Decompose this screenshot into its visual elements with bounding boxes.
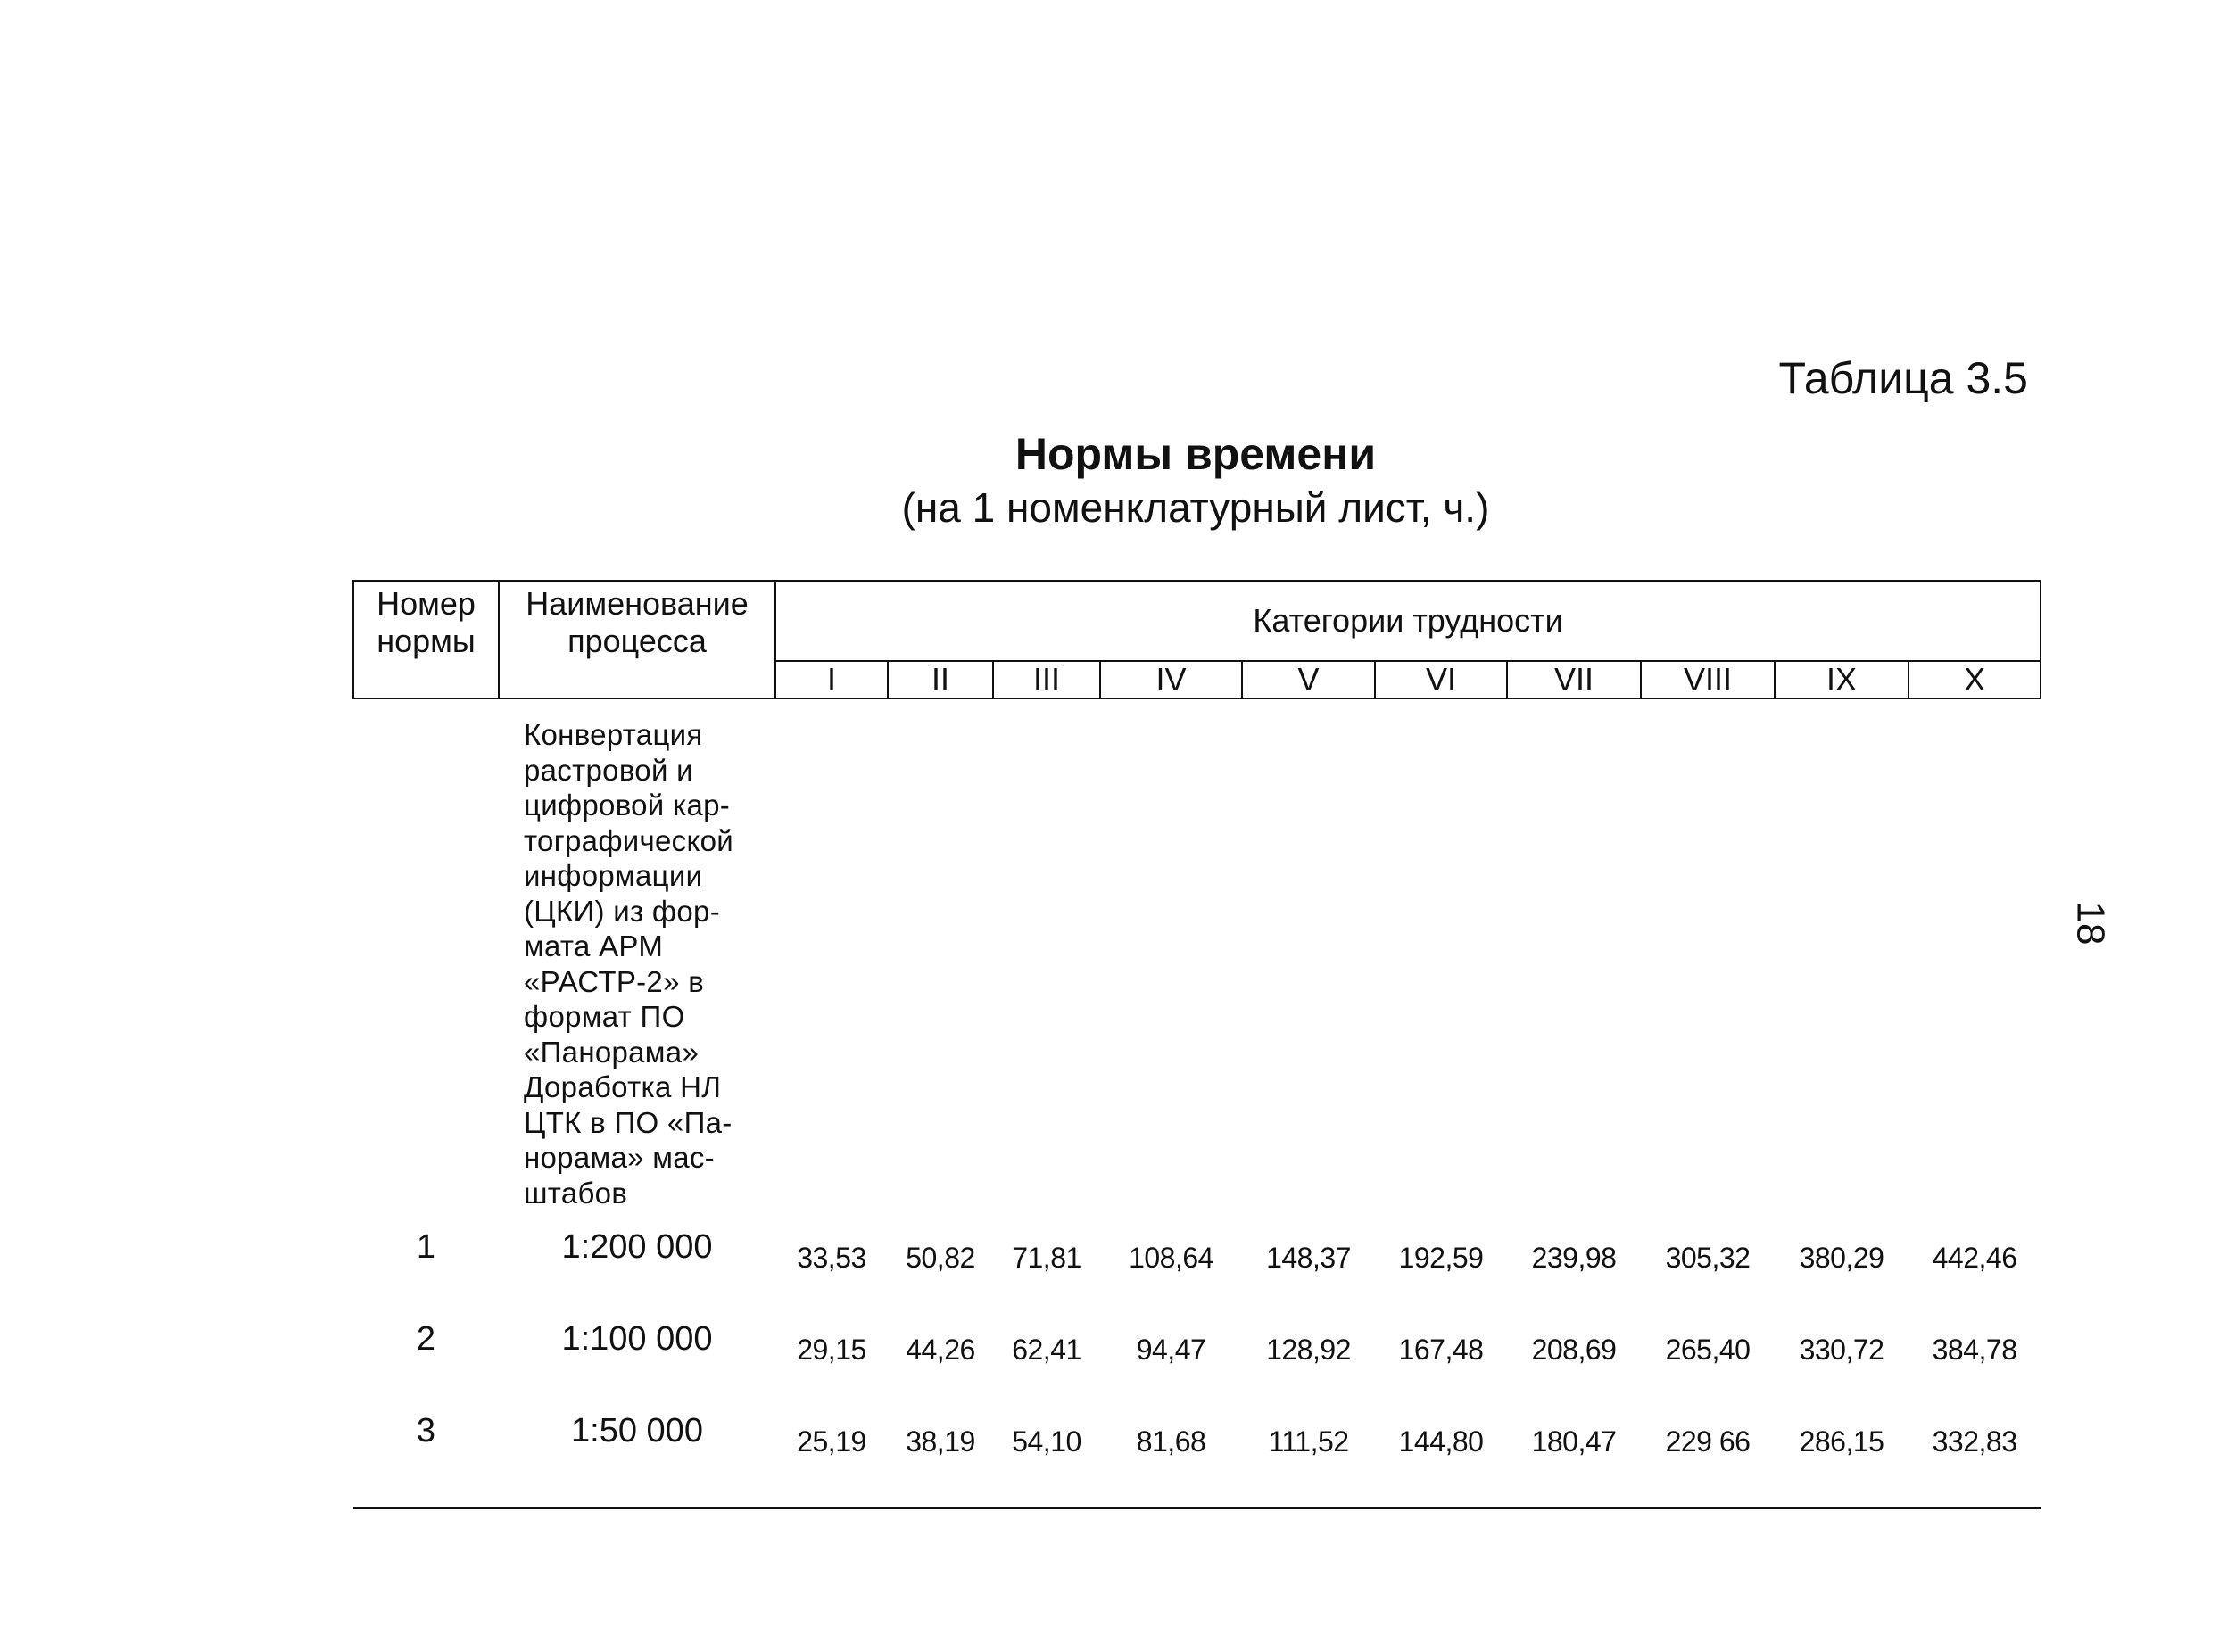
norm-value: 62,41 (1012, 1334, 1081, 1366)
header-category: III (993, 661, 1100, 698)
norm-value: 286,15 (1775, 1403, 1909, 1508)
header-process-name: Наименование процесса (499, 581, 775, 698)
norm-value: 192,59 (1398, 1242, 1484, 1274)
norm-number: 1 (416, 1228, 436, 1266)
norm-value: 71,81 (1012, 1242, 1081, 1274)
norm-value: 239,98 (1531, 1242, 1617, 1274)
header-category: VII (1507, 661, 1641, 698)
norm-value: 108,64 (1129, 1242, 1213, 1274)
norm-value: 81,68 (1100, 1403, 1242, 1508)
header-category: IX (1775, 661, 1909, 698)
page-number: 18 (2068, 901, 2113, 946)
norm-value: 208,69 (1531, 1334, 1617, 1366)
header-category: IV (1100, 661, 1242, 698)
norm-value: 144,80 (1375, 1403, 1507, 1508)
table-row (353, 1219, 2041, 1311)
norm-value: 384,78 (1932, 1334, 2017, 1366)
empty-cell (775, 698, 2041, 1219)
header-category: X (1909, 661, 2041, 698)
header-category: I (775, 661, 888, 698)
norm-value: 111,52 (1242, 1403, 1375, 1508)
norm-value: 330,72 (1799, 1334, 1884, 1366)
norm-value: 167,48 (1398, 1334, 1484, 1366)
norm-value: 305,32 (1665, 1242, 1751, 1274)
header-norm-number: Номер нормы (353, 581, 499, 698)
process-description: Конвертация растровой и цифровой кар-тографической информации (ЦКИ) из фор-мата АРМ «РАСТР-2» в формат ПО «Панорама» Доработка НЛ ЦТК в ПО «Па-норама» мас-штабов (524, 718, 733, 1210)
norm-value: 265,40 (1665, 1334, 1751, 1366)
norm-value: 148,37 (1266, 1242, 1351, 1274)
description-row (353, 698, 2041, 1219)
header-category: VI (1375, 661, 1507, 698)
norm-value: 442,46 (1932, 1242, 2017, 1274)
norm-value: 25,19 (775, 1403, 888, 1508)
scale-value: 1:50 000 (499, 1403, 775, 1508)
norm-value: 380,29 (1799, 1242, 1884, 1274)
table-label: Таблица 3.5 (1778, 353, 2028, 403)
norm-value: 54,10 (993, 1403, 1100, 1508)
norm-number: 2 (416, 1320, 436, 1358)
header-category: II (888, 661, 993, 698)
norm-value: 44,26 (906, 1334, 975, 1366)
table-row (353, 1403, 2041, 1508)
norm-value: 128,92 (1266, 1334, 1351, 1366)
table-subtitle: (на 1 номенклатурный лист, ч.) (901, 484, 1490, 531)
table-title: Нормы времени (1014, 429, 1377, 479)
header-category: V (1242, 661, 1375, 698)
time-norms-table (352, 580, 2041, 1509)
scale-value: 1:100 000 (561, 1320, 713, 1358)
header-category: VIII (1641, 661, 1775, 698)
norm-value: 50,82 (906, 1242, 975, 1274)
norm-value: 180,47 (1507, 1403, 1641, 1508)
norm-value: 38,19 (888, 1403, 993, 1508)
norm-value: 229 66 (1641, 1403, 1775, 1508)
table-row (353, 1311, 2041, 1403)
norm-value: 94,47 (1136, 1334, 1206, 1366)
empty-cell (353, 698, 499, 1219)
norm-value: 33,53 (797, 1242, 866, 1274)
norm-value: 332,83 (1909, 1403, 2041, 1508)
scale-value: 1:200 000 (561, 1228, 713, 1266)
norm-number: 3 (353, 1403, 499, 1508)
table-heading (352, 426, 2039, 533)
norm-value: 29,15 (797, 1334, 866, 1366)
header-difficulty-categories: Категории трудности (775, 581, 2041, 661)
